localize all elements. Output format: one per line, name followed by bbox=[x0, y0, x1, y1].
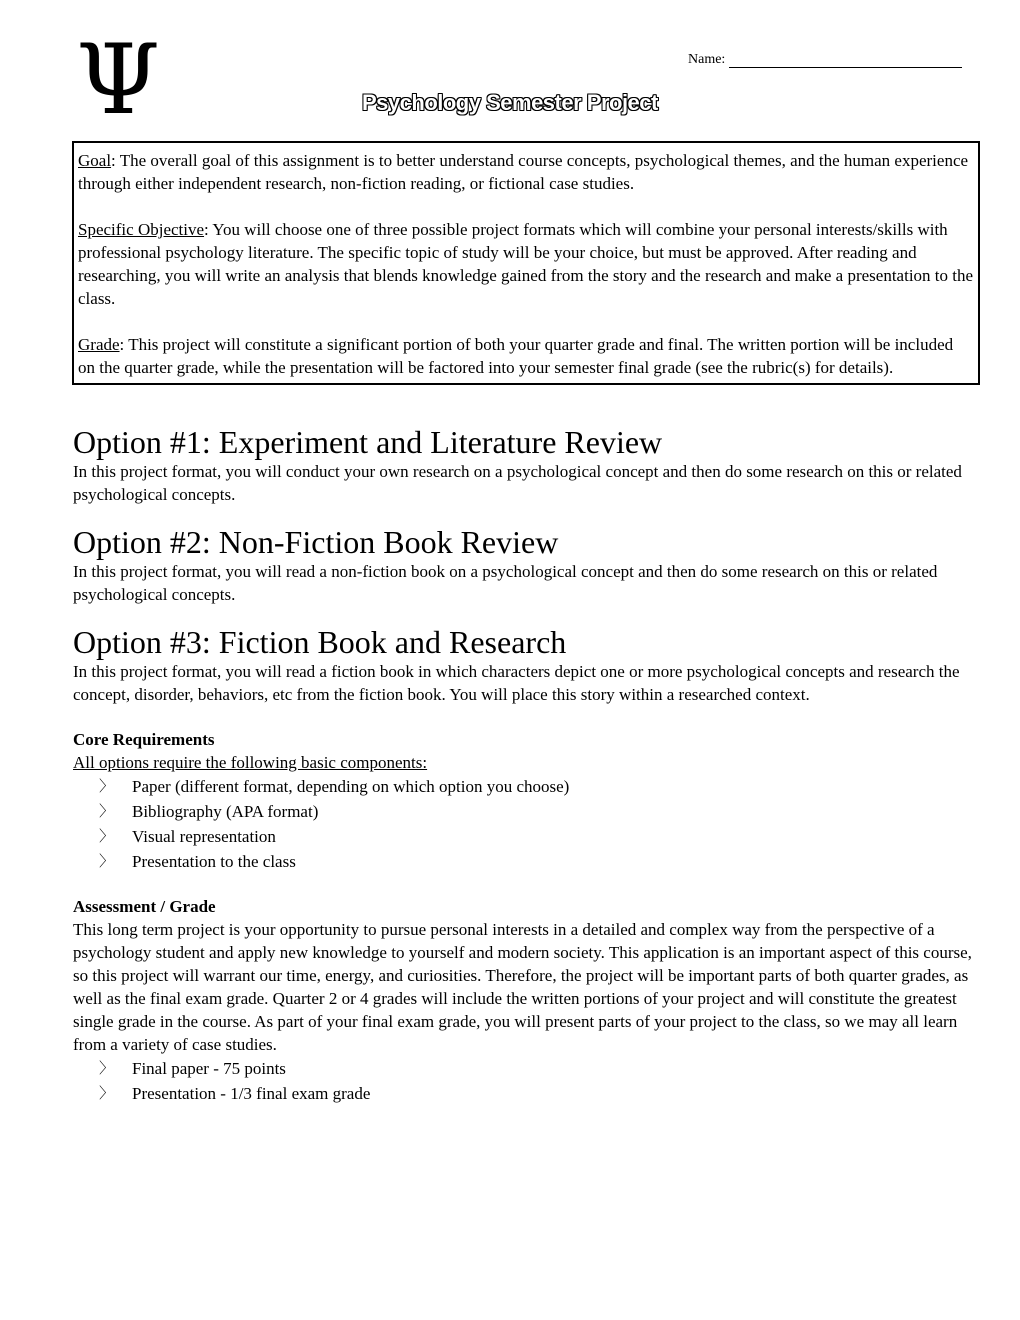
goal-label: Goal bbox=[78, 151, 112, 170]
main-content bbox=[73, 424, 973, 1106]
core-requirements-list bbox=[73, 774, 973, 874]
list-item-text: Presentation - 1/3 final exam grade bbox=[132, 1084, 371, 1103]
option-2-text: In this project format, you will read a non-fiction book on a psychological concept and then do some research on this or related psychological concepts. bbox=[73, 562, 938, 604]
core-requirements-subheading: All options require the following basic components: bbox=[73, 753, 428, 772]
option-3-text: In this project format, you will read a fiction book in which characters depict one or more psychological concepts and research the concept, disorder, behaviors, etc from the fiction book. You will place this story within a researched context. bbox=[73, 662, 960, 704]
bullet-chevron-icon: 〉 bbox=[99, 1084, 115, 1102]
option-1-text: In this project format, you will conduct your own research on a psychological concept and then do some research on this or related psychological concepts. bbox=[73, 462, 962, 504]
grade-label: Grade bbox=[78, 335, 120, 354]
assessment-text: This long term project is your opportunity to pursue personal interests in a detailed and complex way from the perspective of a psychology student and apply new knowledge to yourself and modern society. This application is an important aspect of this course, so this project will warrant our time, energy, and curiosities. Therefore, the project will be important parts of both quarter grades, as well as the final exam grade. Quarter 2 or 4 grades will include the written portions of your project and will constitute the greatest single grade in the course. As part of your final exam grade, you will present parts of your project to the class, so we may all learn from a variety of case studies. bbox=[73, 920, 972, 1054]
bullet-chevron-icon: 〉 bbox=[99, 1059, 115, 1077]
bullet-chevron-icon: 〉 bbox=[99, 802, 115, 820]
list-item-text: Presentation to the class bbox=[132, 852, 296, 871]
list-item bbox=[73, 824, 973, 849]
list-item bbox=[73, 1081, 973, 1106]
option-3-section bbox=[73, 624, 973, 706]
option-1-heading: Option #1: Experiment and Literature Review bbox=[73, 424, 663, 460]
list-item bbox=[73, 1056, 973, 1081]
name-field[interactable] bbox=[688, 52, 962, 68]
objective-paragraph bbox=[78, 218, 974, 310]
name-blank-line[interactable] bbox=[729, 53, 962, 68]
list-item bbox=[73, 799, 973, 824]
name-label: Name: bbox=[688, 52, 726, 67]
goal-paragraph bbox=[78, 149, 974, 195]
bullet-chevron-icon: 〉 bbox=[99, 777, 115, 795]
core-requirements-heading: Core Requirements bbox=[73, 730, 215, 749]
assessment-list bbox=[73, 1056, 973, 1106]
list-item-text: Visual representation bbox=[132, 827, 276, 846]
objective-text: : You will choose one of three possible project formats which will combine your personal interests/skills with professional psychology literature. The specific topic of study will be your choice, but must be approved. After reading and researching, you will write an analysis that blends knowledge gained from the story and the research and make a presentation to the class. bbox=[78, 220, 974, 308]
bullet-chevron-icon: 〉 bbox=[99, 827, 115, 845]
option-2-heading: Option #2: Non-Fiction Book Review bbox=[73, 524, 559, 560]
assessment-heading: Assessment / Grade bbox=[73, 897, 216, 916]
list-item-text: Final paper - 75 points bbox=[132, 1059, 286, 1078]
list-item-text: Paper (different format, depending on which option you choose) bbox=[132, 777, 570, 796]
option-1-section bbox=[73, 424, 973, 506]
grade-paragraph bbox=[78, 333, 974, 379]
list-item bbox=[73, 774, 973, 799]
intro-box bbox=[72, 141, 980, 385]
goal-text: : The overall goal of this assignment is to better understand course concepts, psychological themes, and the human experience through either independent research, non-fiction reading, or fictional case studies. bbox=[78, 151, 969, 193]
bullet-chevron-icon: 〉 bbox=[99, 852, 115, 870]
page-title: Psychology Semester Project bbox=[362, 90, 658, 115]
psi-logo: Ψ bbox=[76, 24, 161, 136]
list-item bbox=[73, 849, 973, 874]
objective-label: Specific Objective bbox=[78, 220, 205, 239]
option-2-section bbox=[73, 524, 973, 606]
grade-text: : This project will constitute a significant portion of both your quarter grade and final. The written portion will be included on the quarter grade, while the presentation will be factored into your semester final grade (see the rubric(s) for details). bbox=[78, 335, 954, 377]
option-3-heading: Option #3: Fiction Book and Research bbox=[73, 624, 567, 660]
list-item-text: Bibliography (APA format) bbox=[132, 802, 319, 821]
